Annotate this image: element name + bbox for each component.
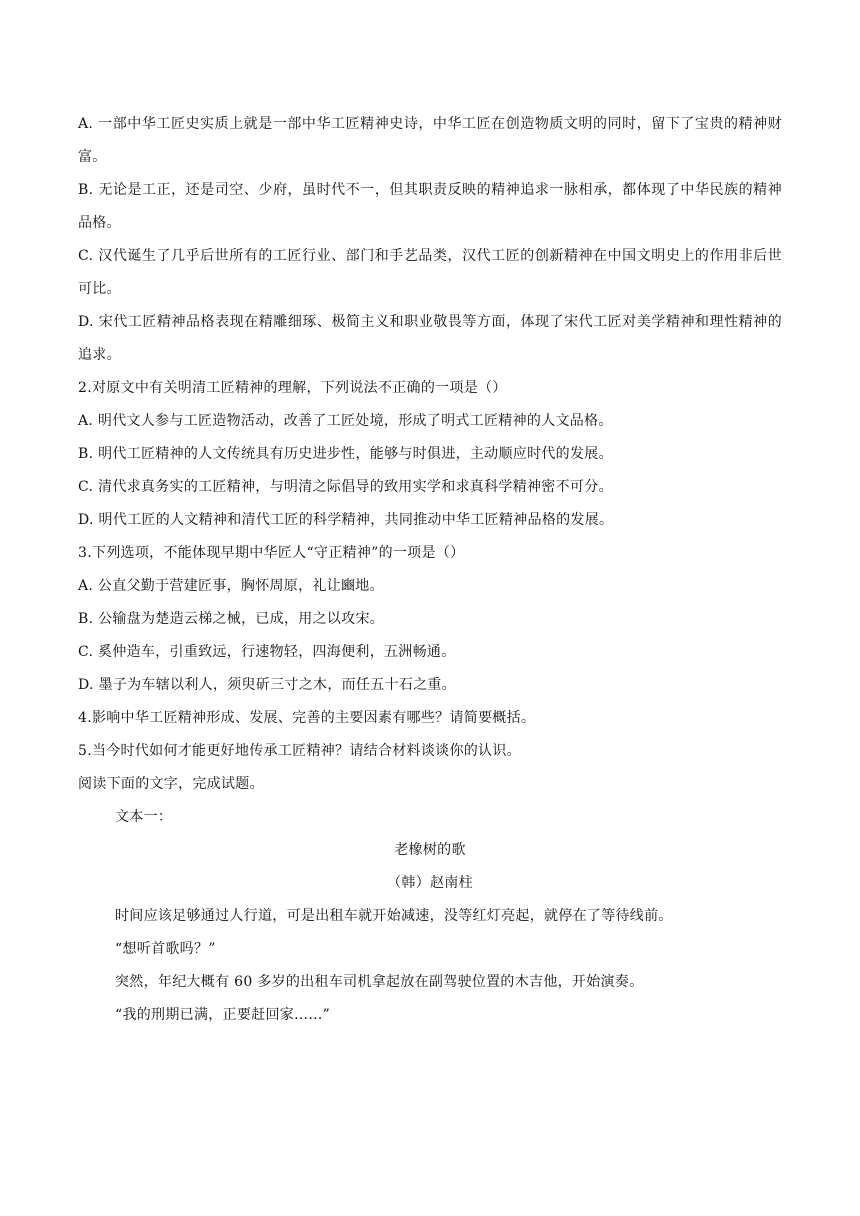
story-title: 老橡树的歌 <box>394 842 466 858</box>
question-2: 2.对原文中有关明清工匠精神的理解，下列说法不正确的一项是（） <box>78 380 507 396</box>
q3-option-a: A. 公直父勤于营建匠事，胸怀周原，礼让豳地。 <box>78 578 384 594</box>
question-5: 5.当今时代如何才能更好地传承工匠精神？请结合材料谈谈你的认识。 <box>78 743 521 759</box>
option-d-line: D. 宋代工匠精神品格表现在精雕细琢、极简主义和职业敬畏等方面，体现了宋代工匠对美学精神和理性精神的追求。 <box>78 314 782 363</box>
option-b-line: B. 无论是工正，还是司空、少府，虽时代不一，但其职责反映的精神追求一脉相承，都体现了中华民族的精神品格。 <box>78 182 782 231</box>
q2-option-a: A. 明代文人参与工匠造物活动，改善了工匠处境，形成了明式工匠精神的人文品格。 <box>78 413 613 429</box>
option-a-line: A. 一部中华工匠史实质上就是一部中华工匠精神史诗，中华工匠在创造物质文明的同时，留下了宝贵的精神财富。 <box>78 116 782 165</box>
document-body <box>78 108 782 1032</box>
question-4: 4.影响中华工匠精神形成、发展、完善的主要因素有哪些？请简要概括。 <box>78 710 536 726</box>
q3-option-b: B. 公输盘为楚造云梯之械，已成，用之以攻宋。 <box>78 611 385 627</box>
option-c-line: C. 汉代诞生了几乎后世所有的工匠行业、部门和手艺品类，汉代工匠的创新精神在中国文明史上的作用非后世可比。 <box>78 248 782 297</box>
q2-option-b: B. 明代工匠精神的人文传统具有历史进步性，能够与时俱进，主动顺应时代的发展。 <box>78 446 613 462</box>
q2-option-d: D. 明代工匠的人文精神和清代工匠的科学精神，共同推动中华工匠精神品格的发展。 <box>78 512 614 528</box>
story-author: （韩）赵南柱 <box>387 875 473 891</box>
story-paragraph: 时间应该足够通过人行道，可是出租车就开始减速，没等红灯亮起，就停在了等待线前。 <box>115 908 673 924</box>
story-paragraph: “我的刑期已满，正要赶回家……” <box>115 1007 331 1023</box>
q3-option-d: D. 墨子为车辖以利人，须臾斫三寸之木，而任五十石之重。 <box>78 677 457 693</box>
story-paragraph: “想听首歌吗？” <box>115 941 216 957</box>
text-one-label: 文本一： <box>115 809 173 825</box>
q3-option-c: C. 奚仲造车，引重致远，行速物轻，四海便利，五洲畅通。 <box>78 644 456 660</box>
story-paragraph: 突然，年纪大概有 60 多岁的出租车司机拿起放在副驾驶位置的木吉他，开始演奏。 <box>115 974 644 990</box>
reading-instruction: 阅读下面的文字，完成试题。 <box>78 776 264 792</box>
question-3: 3.下列选项，不能体现早期中华匠人“守正精神”的一项是（） <box>78 545 465 561</box>
q2-option-c: C. 清代求真务实的工匠精神，与明清之际倡导的致用实学和求真科学精神密不可分。 <box>78 479 613 495</box>
